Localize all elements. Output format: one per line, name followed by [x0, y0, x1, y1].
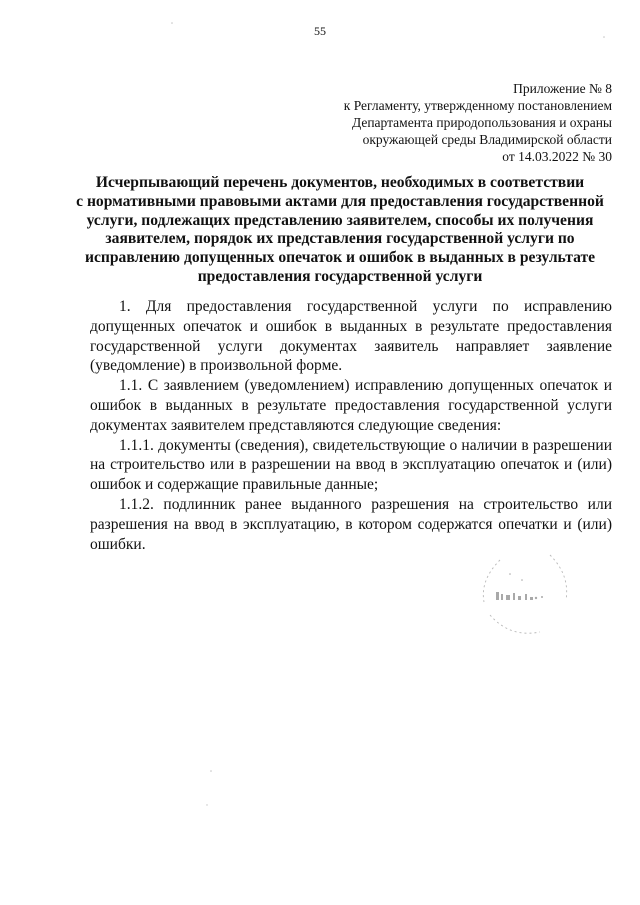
title-line: Исчерпывающий перечень документов, необходимых в соответствии [95, 174, 585, 191]
title-line: исправлению допущенных опечаток и ошибок в выданных в результате [84, 249, 596, 267]
title-line: предоставления государственной услуги [197, 267, 483, 285]
paragraph-1-1: 1.1. С заявлением (уведомлением) исправлению допущенных опечаток и ошибок в выданных в результате предоставления государственной услуги документах заявителем представляются следующие сведения: [90, 377, 612, 434]
page-number: 55 [314, 24, 326, 38]
faint-stamp-mark [470, 540, 580, 650]
title-line: услуги, подлежащих представлению заявителем, способы их получения [86, 211, 594, 229]
appendix-line: Департамента природопользования и охраны [351, 115, 612, 130]
document-title [60, 174, 620, 287]
title-line: с нормативными правовыми актами для предоставления государственной [76, 192, 604, 210]
paragraph-1: 1. Для предоставления государственной услуги по исправлению допущенных опечаток и ошибок в выданных в результате предоставления государственной услуги документах заявитель направляет заявление (уведомление) в произвольной форме. [90, 298, 612, 375]
appendix-line: к Регламенту, утвержденному постановлением [343, 98, 612, 113]
appendix-line: окружающей среды Владимирской области [362, 132, 612, 147]
title-line: заявителем, порядок их представления государственной услуги по [105, 230, 575, 248]
document-body [90, 297, 612, 554]
paragraph-1-1-2: 1.1.2. подлинник ранее выданного разрешения на строительство или разрешения на ввод в эксплуатацию, в котором содержатся опечатки и (или) ошибки. [90, 495, 612, 553]
appendix-header [282, 80, 612, 165]
paragraph-1-1-1: 1.1.1. документы (сведения), свидетельствующие о наличии в разрешении на строительство или в разрешении на ввод в эксплуатацию опечаток и (или) ошибок и содержащие правильные данные; [90, 436, 612, 494]
appendix-line: от 14.03.2022 № 30 [502, 149, 612, 164]
appendix-line: Приложение № 8 [513, 81, 612, 96]
